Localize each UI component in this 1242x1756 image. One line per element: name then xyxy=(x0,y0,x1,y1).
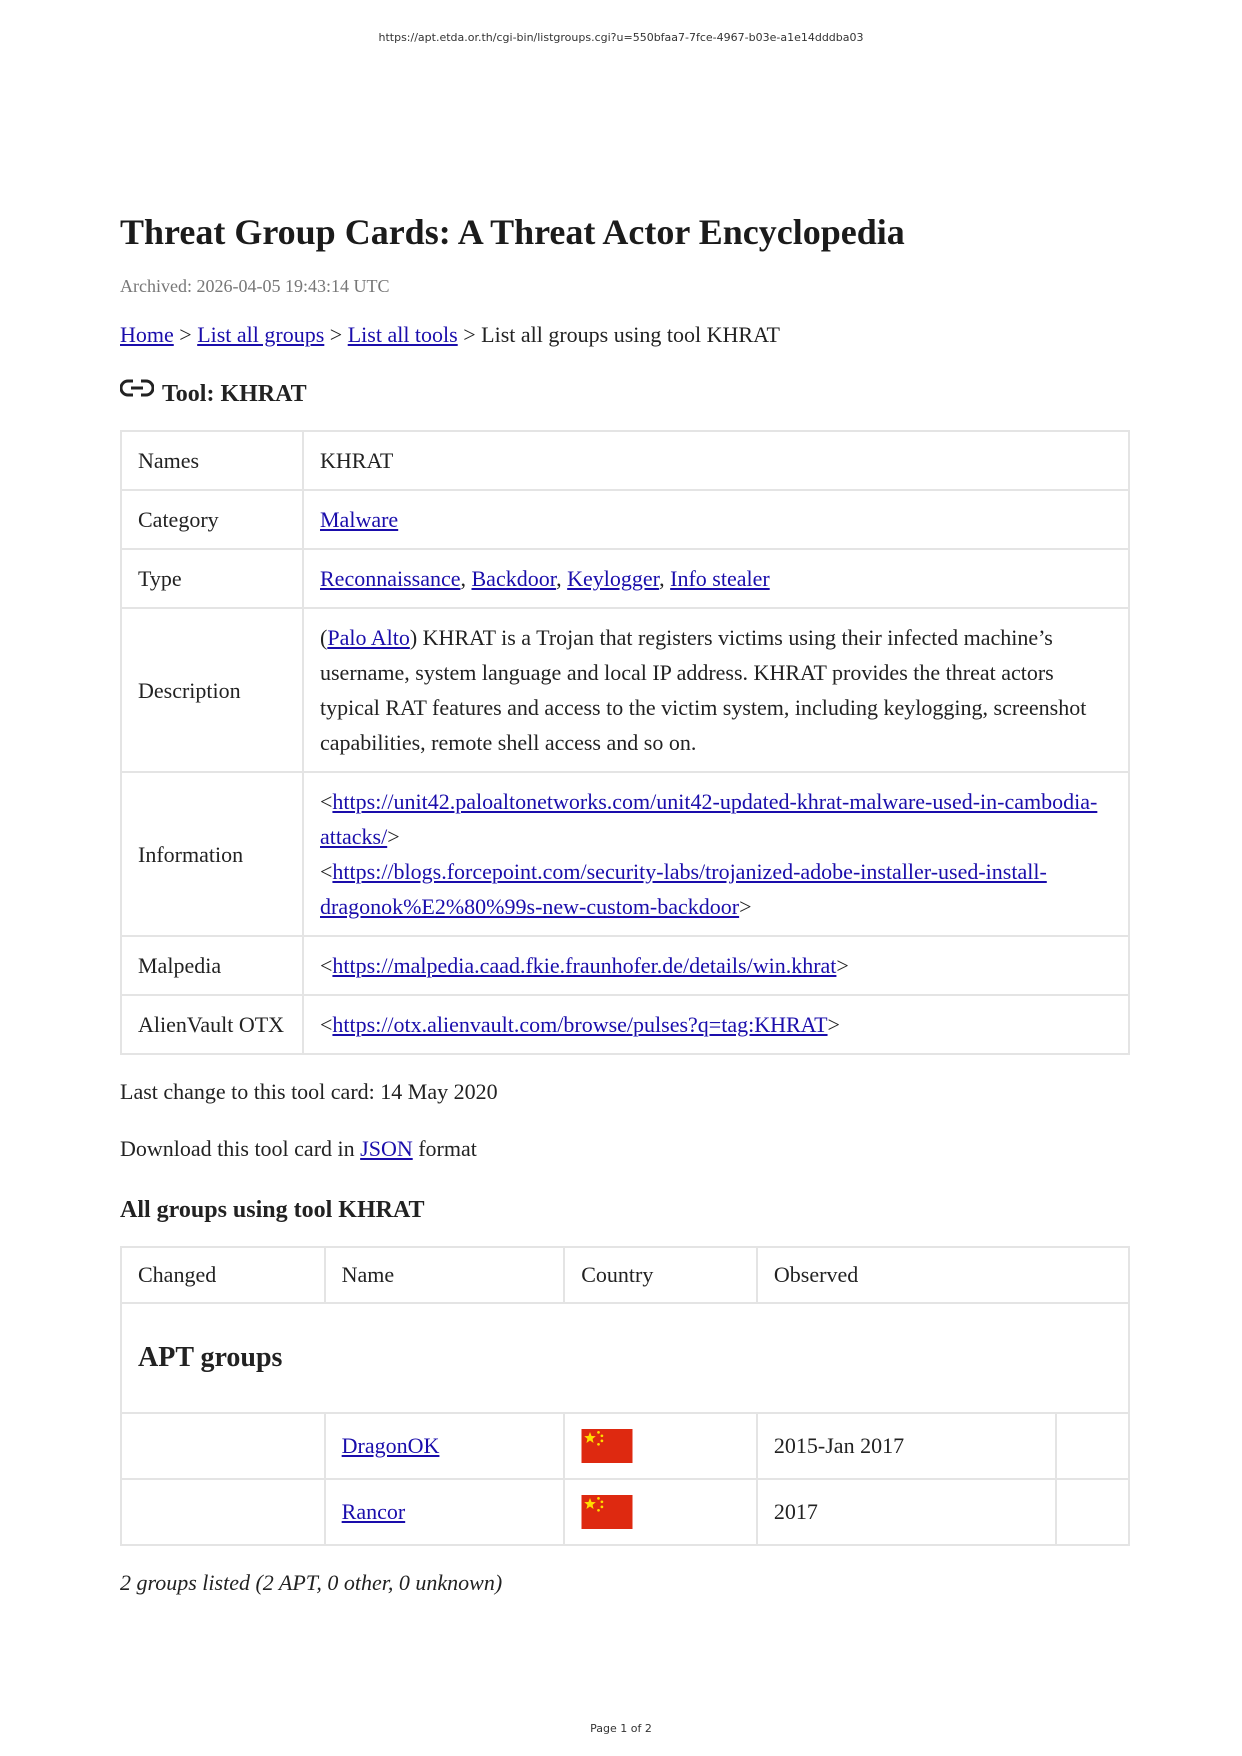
table-row xyxy=(121,490,1129,549)
extra-cell xyxy=(1056,1479,1129,1545)
breadcrumb-current: List all groups using tool KHRAT xyxy=(481,322,780,347)
header-changed: Changed xyxy=(121,1247,325,1303)
angle-close: > xyxy=(739,894,752,919)
angle-open: < xyxy=(320,1012,333,1037)
changed-cell xyxy=(121,1479,325,1545)
category-cell xyxy=(303,490,1129,549)
apt-section-title: APT groups xyxy=(121,1303,1129,1413)
description-cell xyxy=(303,608,1129,772)
description-label: Description xyxy=(121,608,303,772)
main-content xyxy=(120,210,1130,1598)
groups-summary: 2 groups listed (2 APT, 0 other, 0 unknown) xyxy=(120,1570,503,1595)
description-open-paren: ( xyxy=(320,625,328,650)
breadcrumb-home-link[interactable]: Home xyxy=(120,322,174,347)
angle-close: > xyxy=(836,953,849,978)
information-label: Information xyxy=(121,772,303,936)
names-value: KHRAT xyxy=(303,431,1129,490)
tool-heading-text: Tool: KHRAT xyxy=(162,381,307,407)
category-label: Category xyxy=(121,490,303,549)
page-url: https://apt.etda.or.th/cgi-bin/listgroups.cgi?u=550bfaa7-7fce-4967-b03e-a1e14dddba03 xyxy=(378,31,864,44)
table-row xyxy=(121,936,1129,995)
angle-open: < xyxy=(320,953,333,978)
malpedia-link[interactable]: https://malpedia.caad.fkie.fraunhofer.de/details/win.khrat xyxy=(332,953,837,978)
type-cell xyxy=(303,549,1129,608)
observed-cell: 2015-Jan 2017 xyxy=(757,1413,1056,1479)
otx-cell xyxy=(303,995,1129,1054)
table-row xyxy=(121,1413,1129,1479)
table-row xyxy=(121,772,1129,936)
info-link-forcepoint[interactable]: https://blogs.forcepoint.com/security-labs/trojanized-adobe-installer-used-install-dragonok%E2%80%99s-new-custom-backdoor xyxy=(320,859,1047,919)
angle-open: < xyxy=(320,789,333,814)
type-link-info-stealer[interactable]: Info stealer xyxy=(670,566,770,591)
breadcrumb-separator: > xyxy=(324,322,348,347)
groups-heading: All groups using tool KHRAT xyxy=(120,1197,425,1223)
angle-close: > xyxy=(827,1012,840,1037)
information-cell xyxy=(303,772,1129,936)
table-row xyxy=(121,549,1129,608)
type-separator: , xyxy=(556,566,568,591)
table-row xyxy=(121,431,1129,490)
description-text: ) KHRAT is a Trojan that registers victims using their infected machine’s username, system language and local IP address. KHRAT provides the threat actors typical RAT features and access to the victim system, including keylogging, screenshot capabilities, remote shell access and so on. xyxy=(320,625,1087,755)
type-label: Type xyxy=(121,549,303,608)
description-source-link[interactable]: Palo Alto xyxy=(327,625,410,650)
information-entry xyxy=(320,784,1112,854)
groups-table xyxy=(120,1246,1130,1546)
last-change: Last change to this tool card: 14 May 2020 xyxy=(120,1079,498,1104)
apt-section-row xyxy=(121,1303,1129,1413)
malpedia-label: Malpedia xyxy=(121,936,303,995)
table-row xyxy=(121,995,1129,1054)
header-country: Country xyxy=(564,1247,757,1303)
download-text-after: format xyxy=(412,1136,477,1161)
angle-close: > xyxy=(387,824,400,849)
breadcrumb-all-tools-link[interactable]: List all tools xyxy=(347,322,458,347)
otx-label: AlienVault OTX xyxy=(121,995,303,1054)
breadcrumb-separator: > xyxy=(173,322,198,347)
type-link-reconnaissance[interactable]: Reconnaissance xyxy=(320,566,461,591)
json-download-link[interactable]: JSON xyxy=(360,1136,413,1161)
china-flag-icon xyxy=(581,1495,633,1529)
type-link-backdoor[interactable]: Backdoor xyxy=(471,566,557,591)
name-cell xyxy=(325,1413,565,1479)
group-link-rancor[interactable]: Rancor xyxy=(341,1499,406,1524)
changed-cell xyxy=(121,1413,325,1479)
info-link-unit42[interactable]: https://unit42.paloaltonetworks.com/unit42-updated-khrat-malware-used-in-cambodia-attacks/ xyxy=(320,789,1098,849)
information-entry xyxy=(320,854,1112,924)
breadcrumb-all-groups-link[interactable]: List all groups xyxy=(197,322,325,347)
groups-header-row xyxy=(121,1247,1129,1303)
country-cell xyxy=(564,1479,757,1545)
page-footer: Page 1 of 2 xyxy=(590,1722,652,1735)
header-name: Name xyxy=(325,1247,565,1303)
download-line xyxy=(120,1134,1130,1164)
type-separator: , xyxy=(460,566,472,591)
china-flag-icon xyxy=(581,1429,633,1463)
country-cell xyxy=(564,1413,757,1479)
breadcrumb xyxy=(120,320,1130,350)
type-separator: , xyxy=(659,566,671,591)
header-observed: Observed xyxy=(757,1247,1129,1303)
tool-heading xyxy=(120,378,1130,410)
tool-info-table xyxy=(120,430,1130,1055)
type-link-keylogger[interactable]: Keylogger xyxy=(567,566,660,591)
malpedia-cell xyxy=(303,936,1129,995)
table-row xyxy=(121,1479,1129,1545)
extra-cell xyxy=(1056,1413,1129,1479)
breadcrumb-separator: > xyxy=(457,322,482,347)
table-row xyxy=(121,608,1129,772)
category-link[interactable]: Malware xyxy=(320,507,399,532)
download-text-before: Download this tool card in xyxy=(120,1136,361,1161)
otx-link[interactable]: https://otx.alienvault.com/browse/pulses?q=tag:KHRAT xyxy=(332,1012,828,1037)
page-title: Threat Group Cards: A Threat Actor Encyclopedia xyxy=(120,212,905,252)
name-cell xyxy=(325,1479,565,1545)
link-icon xyxy=(120,378,154,398)
observed-cell: 2017 xyxy=(757,1479,1056,1545)
archived-timestamp: Archived: 2026-04-05 19:43:14 UTC xyxy=(120,276,390,296)
group-link-dragonok[interactable]: DragonOK xyxy=(341,1433,440,1458)
names-label: Names xyxy=(121,431,303,490)
angle-open: < xyxy=(320,859,333,884)
